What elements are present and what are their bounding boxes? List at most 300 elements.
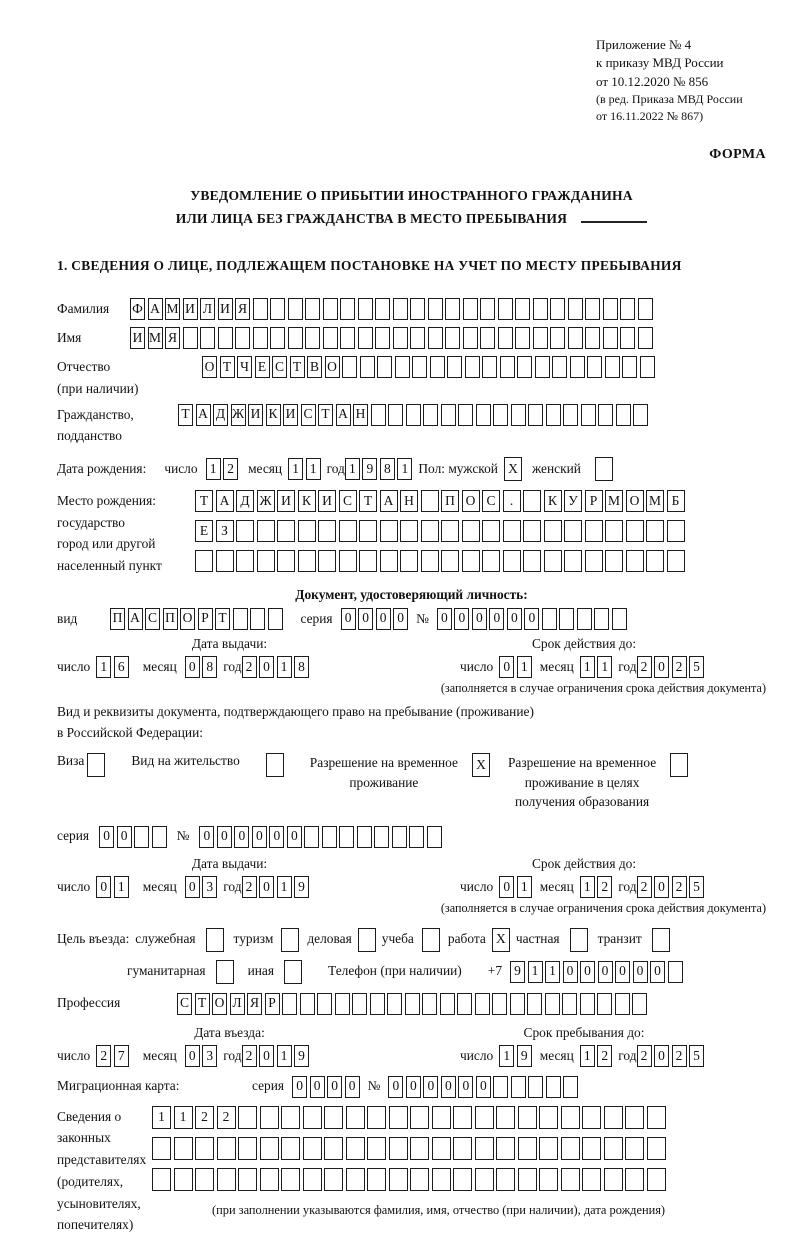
char-cell	[546, 404, 561, 426]
char-cell: 2	[672, 1045, 687, 1067]
char-cell: 9	[362, 458, 377, 480]
char-cell	[282, 993, 297, 1015]
char-cell: 0	[259, 876, 274, 898]
char-cell	[152, 826, 167, 848]
char-cell: 9	[294, 876, 309, 898]
char-cell: С	[177, 993, 192, 1015]
char-cell	[410, 298, 425, 320]
char-cell	[564, 520, 582, 542]
char-cell	[412, 356, 427, 378]
char-cell	[409, 826, 424, 848]
char-cell	[303, 1168, 322, 1191]
char-cell: Н	[353, 404, 368, 426]
char-cell: Я	[247, 993, 262, 1015]
staydoc-issue-month	[185, 876, 218, 898]
char-cell	[646, 550, 664, 572]
char-cell	[515, 298, 530, 320]
char-cell	[300, 993, 315, 1015]
char-cell: 0	[310, 1076, 325, 1098]
char-cell: 2	[242, 1045, 257, 1067]
char-cell	[453, 1137, 472, 1160]
iddoc-issue-month-label: месяц	[142, 658, 177, 674]
char-cell: 1	[277, 1045, 292, 1067]
purpose-option-work-checkbox	[492, 928, 510, 952]
char-cell	[216, 960, 234, 984]
char-cell: Ч	[237, 356, 252, 378]
char-cell: 0	[472, 608, 487, 630]
migration-card-label: Миграционная карта:	[57, 1078, 180, 1094]
char-cell: Ж	[257, 490, 275, 512]
char-cell: 0	[454, 608, 469, 630]
char-cell	[323, 298, 338, 320]
char-cell: 1	[517, 656, 532, 678]
char-cell	[440, 993, 455, 1015]
migcard-series-cells	[292, 1076, 360, 1098]
char-cell	[625, 1106, 644, 1129]
char-cell	[324, 1168, 343, 1191]
phone-cells	[510, 961, 683, 983]
char-cell: 6	[114, 656, 129, 678]
char-cell: Т	[359, 490, 377, 512]
representatives-label-6: попечителях)	[57, 1217, 134, 1233]
char-cell	[238, 1137, 257, 1160]
char-cell: 0	[507, 608, 522, 630]
char-cell: 2	[637, 656, 652, 678]
char-cell: 3	[202, 876, 217, 898]
char-cell	[527, 993, 542, 1015]
staydoc-issue-year-label: год	[223, 878, 242, 894]
char-cell	[515, 327, 530, 349]
char-cell: И	[283, 404, 298, 426]
form-title-line-1: УВЕДОМЛЕНИЕ О ПРИБЫТИИ ИНОСТРАННОГО ГРАЖДАНИНА	[190, 188, 633, 204]
field-purpose	[57, 928, 766, 952]
char-cell	[253, 327, 268, 349]
field-surname	[57, 298, 766, 320]
char-cell	[559, 608, 574, 630]
iddoc-number-label: №	[416, 610, 429, 626]
representatives-label-5: усыновителях,	[57, 1195, 141, 1211]
char-cell	[646, 520, 664, 542]
char-cell: П	[110, 608, 125, 630]
char-cell	[640, 356, 655, 378]
char-cell	[270, 298, 285, 320]
staydoc-valid-day	[499, 876, 532, 898]
char-cell	[304, 826, 319, 848]
iddoc-valid-day	[499, 656, 532, 678]
char-cell	[298, 550, 316, 572]
surname-label: Фамилия	[57, 300, 110, 316]
char-cell: М	[148, 327, 163, 349]
char-cell	[604, 1168, 623, 1191]
char-cell	[503, 550, 521, 572]
char-cell	[652, 928, 670, 952]
char-cell: 0	[633, 961, 648, 983]
char-cell	[236, 520, 254, 542]
char-cell	[604, 1106, 623, 1129]
char-cell	[445, 327, 460, 349]
char-cell	[367, 1137, 386, 1160]
char-cell: 5	[689, 1045, 704, 1067]
char-cell: 0	[99, 826, 114, 848]
char-cell	[625, 1137, 644, 1160]
char-cell: Т	[220, 356, 235, 378]
field-birthdate	[57, 457, 766, 481]
char-cell: 5	[689, 656, 704, 678]
char-cell	[492, 993, 507, 1015]
char-cell	[581, 404, 596, 426]
iddoc-heading: Документ, удостоверяющий личность:	[295, 586, 528, 602]
char-cell: И	[248, 404, 263, 426]
field-patronymic	[57, 356, 766, 399]
char-cell: 0	[199, 826, 214, 848]
char-cell: А	[148, 298, 163, 320]
birthdate-year-cells	[345, 458, 413, 480]
surname-cells	[130, 298, 653, 320]
char-cell	[595, 457, 613, 481]
iddoc-issue-day-label: число	[57, 658, 91, 674]
char-cell	[195, 550, 213, 572]
char-cell: 0	[269, 826, 284, 848]
patronymic-sublabel: (при наличии)	[57, 380, 139, 396]
char-cell: Е	[255, 356, 270, 378]
stay-month	[580, 1045, 613, 1067]
char-cell: 9	[510, 961, 525, 983]
char-cell: А	[216, 490, 234, 512]
char-cell	[528, 1076, 543, 1098]
char-cell	[238, 1168, 257, 1191]
char-cell: 0	[654, 656, 669, 678]
char-cell	[400, 520, 418, 542]
entry-year	[242, 1045, 310, 1067]
char-cell: 1	[206, 458, 221, 480]
field-citizenship	[57, 404, 766, 447]
char-cell: 1	[580, 1045, 595, 1067]
form-title-line-2: ИЛИ ЛИЦА БЕЗ ГРАЖДАНСТВА В МЕСТО ПРЕБЫВАНИЯ	[175, 210, 568, 226]
birthplace-row-2	[195, 520, 685, 542]
char-cell	[288, 298, 303, 320]
char-cell: 5	[689, 876, 704, 898]
char-cell: 2	[242, 656, 257, 678]
char-cell	[358, 298, 373, 320]
representatives-label-4: (родителях,	[57, 1173, 124, 1189]
stay-month-label: месяц	[539, 1047, 574, 1063]
char-cell	[410, 327, 425, 349]
iddoc-series-label: серия	[300, 610, 333, 626]
char-cell	[550, 298, 565, 320]
char-cell	[281, 1168, 300, 1191]
char-cell: 0	[341, 608, 356, 630]
char-cell: .	[503, 490, 521, 512]
sex-male-label: Пол: мужской	[418, 460, 498, 476]
char-cell	[511, 1076, 526, 1098]
char-cell: 0	[499, 876, 514, 898]
char-cell: 1	[499, 1045, 514, 1067]
char-cell	[462, 520, 480, 542]
char-cell	[260, 1106, 279, 1129]
char-cell: 1	[288, 458, 303, 480]
char-cell	[236, 550, 254, 572]
visa-label: Виза	[57, 753, 85, 769]
char-cell	[360, 356, 375, 378]
char-cell: Ж	[231, 404, 246, 426]
char-cell: С	[301, 404, 316, 426]
char-cell	[405, 993, 420, 1015]
char-cell: О	[180, 608, 195, 630]
char-cell: 1	[580, 656, 595, 678]
char-cell: 0	[185, 876, 200, 898]
char-cell	[339, 520, 357, 542]
char-cell: 0	[489, 608, 504, 630]
char-cell: 0	[437, 608, 452, 630]
char-cell	[195, 1168, 214, 1191]
char-cell: И	[183, 298, 198, 320]
purpose-option-study-label: учеба	[381, 931, 414, 947]
purpose-option-humanitarian-label: гуманитарная	[127, 963, 206, 979]
char-cell	[422, 993, 437, 1015]
char-cell	[546, 1076, 561, 1098]
char-cell	[339, 826, 354, 848]
char-cell	[233, 608, 248, 630]
char-cell: Б	[667, 490, 685, 512]
char-cell: 0	[406, 1076, 421, 1098]
char-cell	[570, 356, 585, 378]
char-cell	[318, 550, 336, 572]
appendix-line-1: Приложение № 4	[596, 37, 692, 52]
birthdate-month-label: месяц	[248, 460, 283, 476]
staydoc-valid-month-label: месяц	[539, 878, 574, 894]
char-cell	[392, 826, 407, 848]
migcard-series-label: серия	[252, 1078, 285, 1094]
char-cell: 2	[672, 876, 687, 898]
char-cell: 1	[545, 961, 560, 983]
char-cell	[668, 961, 683, 983]
staydoc-series-number	[57, 826, 766, 848]
char-cell: 0	[234, 826, 249, 848]
char-cell: Т	[290, 356, 305, 378]
char-cell: Н	[400, 490, 418, 512]
char-cell	[357, 826, 372, 848]
char-cell	[585, 298, 600, 320]
purpose-option-study-checkbox	[422, 928, 440, 952]
phone-label: Телефон (при наличии)	[328, 963, 462, 979]
char-cell: К	[544, 490, 562, 512]
char-cell	[389, 1137, 408, 1160]
char-cell: 1	[152, 1106, 171, 1129]
char-cell	[561, 1168, 580, 1191]
char-cell	[428, 298, 443, 320]
char-cell: 2	[223, 458, 238, 480]
purpose-option-official-label: служебная	[135, 931, 196, 947]
purpose-option-transit-label: транзит	[597, 931, 642, 947]
sex-female-checkbox	[595, 457, 613, 481]
char-cell: 0	[96, 876, 111, 898]
char-cell	[523, 490, 541, 512]
char-cell	[482, 520, 500, 542]
char-cell	[367, 1106, 386, 1129]
char-cell	[518, 1106, 537, 1129]
phone-prefix: +7	[487, 963, 503, 979]
char-cell	[395, 356, 410, 378]
char-cell: 0	[358, 608, 373, 630]
entry-date-label: Дата въезда:	[194, 1024, 265, 1040]
char-cell: 2	[597, 1045, 612, 1067]
iddoc-issue-year-label: год	[223, 658, 242, 674]
staydoc-valid-year	[637, 876, 705, 898]
appendix-line-3: от 10.12.2020 № 856	[596, 73, 709, 89]
iddoc-valid-month	[580, 656, 613, 678]
char-cell	[493, 404, 508, 426]
char-cell	[632, 993, 647, 1015]
birthdate-month-cells	[288, 458, 321, 480]
char-cell	[496, 1168, 515, 1191]
char-cell	[152, 1137, 171, 1160]
char-cell	[423, 404, 438, 426]
iddoc-limit-note: (заполняется в случае ограничения срока действия документа)	[440, 680, 766, 695]
char-cell	[594, 608, 609, 630]
char-cell: 8	[380, 458, 395, 480]
char-cell	[377, 356, 392, 378]
char-cell	[195, 1137, 214, 1160]
char-cell: О	[626, 490, 644, 512]
char-cell	[152, 1168, 171, 1191]
char-cell: Т	[215, 608, 230, 630]
char-cell	[626, 520, 644, 542]
stay-day-label: число	[460, 1047, 494, 1063]
char-cell	[544, 550, 562, 572]
entry-year-label: год	[223, 1047, 242, 1063]
char-cell: 0	[393, 608, 408, 630]
char-cell: И	[318, 490, 336, 512]
purpose-label: Цель въезда:	[57, 931, 130, 947]
char-cell	[281, 1137, 300, 1160]
char-cell: X	[472, 753, 490, 777]
char-cell	[359, 520, 377, 542]
char-cell	[622, 356, 637, 378]
purpose-option-transit-checkbox	[652, 928, 670, 952]
char-cell	[625, 1168, 644, 1191]
char-cell	[441, 404, 456, 426]
field-iddoc	[57, 608, 766, 630]
purpose-option-business-label: деловая	[307, 931, 352, 947]
form-title	[57, 185, 766, 230]
char-cell: 0	[185, 1045, 200, 1067]
purpose-option-tourism-label: туризм	[233, 931, 274, 947]
stay-year-label: год	[618, 1047, 637, 1063]
char-cell	[389, 1168, 408, 1191]
char-cell: 0	[476, 1076, 491, 1098]
field-representatives	[57, 1106, 766, 1236]
birthdate-day-cells	[206, 458, 239, 480]
iddoc-valid-day-label: число	[460, 658, 494, 674]
purpose-option-private-label: частная	[515, 931, 560, 947]
char-cell	[457, 993, 472, 1015]
char-cell: 2	[637, 1045, 652, 1067]
staydoc-date-headings	[57, 856, 766, 872]
char-cell	[235, 327, 250, 349]
char-cell: М	[646, 490, 664, 512]
char-cell	[562, 993, 577, 1015]
section-1-heading: 1. СВЕДЕНИЯ О ЛИЦЕ, ПОДЛЕЖАЩЕМ ПОСТАНОВКЕ НА УЧЕТ ПО МЕСТУ ПРЕБЫВАНИЯ	[57, 258, 682, 274]
purpose-option-work-label: работа	[447, 931, 486, 947]
char-cell: У	[564, 490, 582, 512]
char-cell	[620, 327, 635, 349]
char-cell	[206, 928, 224, 952]
char-cell: О	[212, 993, 227, 1015]
char-cell: П	[441, 490, 459, 512]
char-cell: И	[130, 327, 145, 349]
char-cell: 8	[202, 656, 217, 678]
appendix-line-4: (в ред. Приказа МВД России	[596, 92, 743, 107]
purpose-option-other-label: иная	[247, 963, 275, 979]
purpose-option-humanitarian-checkbox	[216, 960, 234, 984]
char-cell	[598, 404, 613, 426]
char-cell	[533, 298, 548, 320]
iddoc-series-cells	[341, 608, 409, 630]
char-cell	[253, 298, 268, 320]
char-cell	[374, 826, 389, 848]
field-name	[57, 327, 766, 349]
staydoc-number-cells	[199, 826, 442, 848]
char-cell: 1	[306, 458, 321, 480]
forma-label: ФОРМА	[709, 147, 766, 163]
char-cell	[542, 608, 557, 630]
char-cell	[582, 1168, 601, 1191]
staydoc-intro-1: Вид и реквизиты документа, подтверждающего право на пребывание (проживание)	[57, 703, 534, 719]
char-cell	[445, 298, 460, 320]
patronymic-label: Отчество	[57, 359, 111, 375]
char-cell: А	[380, 490, 398, 512]
staydoc-number-label: №	[176, 828, 190, 844]
char-cell	[257, 520, 275, 542]
char-cell: А	[128, 608, 143, 630]
char-cell: 0	[327, 1076, 342, 1098]
char-cell: 8	[294, 656, 309, 678]
char-cell: 0	[458, 1076, 473, 1098]
char-cell: 0	[598, 961, 613, 983]
char-cell	[400, 550, 418, 572]
char-cell	[346, 1137, 365, 1160]
purpose-option-business-checkbox	[358, 928, 376, 952]
sex-female-label: женский	[531, 460, 581, 476]
char-cell: 1	[580, 876, 595, 898]
char-cell	[498, 327, 513, 349]
char-cell: 0	[185, 656, 200, 678]
staydoc-issue-label: Дата выдачи:	[191, 855, 268, 871]
char-cell	[535, 356, 550, 378]
staydoc-issue-year	[242, 876, 310, 898]
char-cell	[463, 298, 478, 320]
char-cell	[539, 1137, 558, 1160]
char-cell: 0	[252, 826, 267, 848]
char-cell	[550, 327, 565, 349]
char-cell	[453, 1106, 472, 1129]
char-cell: 0	[650, 961, 665, 983]
char-cell	[568, 298, 583, 320]
char-cell: Р	[198, 608, 213, 630]
char-cell	[340, 298, 355, 320]
char-cell	[447, 356, 462, 378]
char-cell: С	[339, 490, 357, 512]
char-cell	[260, 1137, 279, 1160]
char-cell	[134, 826, 149, 848]
iddoc-valid-year	[637, 656, 705, 678]
char-cell: 2	[597, 876, 612, 898]
char-cell	[277, 520, 295, 542]
char-cell	[476, 404, 491, 426]
char-cell	[561, 1106, 580, 1129]
char-cell	[217, 1137, 236, 1160]
char-cell	[638, 298, 653, 320]
